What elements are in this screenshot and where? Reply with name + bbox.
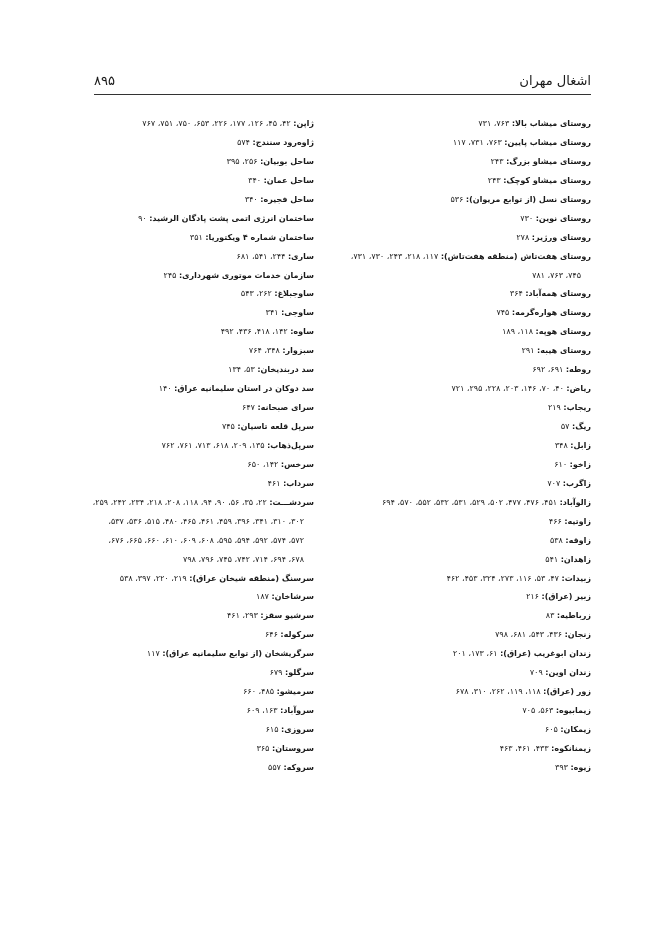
- entry-pages: ۷۴۵: [221, 422, 235, 431]
- entry-pages: ۳۶۴: [509, 289, 523, 299]
- entry-term: ژاوه‌رود سنندج:: [252, 137, 314, 147]
- entry-pages: ۵۳۶: [450, 194, 464, 204]
- index-entry: [78, 494, 314, 513]
- index-entry: [355, 740, 591, 759]
- index-entry: [355, 645, 591, 664]
- index-entry-continuation: [78, 532, 314, 551]
- entry-term: زالوآباد:: [559, 497, 591, 507]
- index-entry: [78, 418, 314, 437]
- entry-pages: ۲۴۴، ۵۴۱، ۶۸۱: [236, 251, 286, 261]
- index-entry: [78, 229, 314, 248]
- entry-term: روستای هیبه:: [537, 346, 591, 356]
- index-entry: [355, 437, 591, 456]
- entry-pages: ۷۴۵: [496, 308, 510, 318]
- index-entry: [78, 248, 314, 267]
- entry-pages: ۶۷۹: [269, 668, 283, 678]
- index-entry: [78, 172, 314, 191]
- entry-term: ساوجبلاغ:: [274, 289, 314, 299]
- entry-pages: ۴۰، ۷۰، ۱۴۶، ۲۰۳، ۲۲۸، ۲۹۵، ۷۲۱: [451, 384, 564, 394]
- entry-pages: ۳۴۰: [244, 194, 258, 204]
- index-entry: [355, 721, 591, 740]
- entry-pages: ۳۴۰: [248, 175, 262, 185]
- entry-pages: ۷۳۰: [520, 213, 534, 223]
- index-entry: [78, 115, 314, 134]
- index-entry: [355, 570, 591, 589]
- entry-term: زندان اوین:: [545, 668, 591, 678]
- entry-pages: ۶۱۵: [265, 725, 279, 734]
- entry-pages: ۶۷۸، ۶۹۴، ۷۱۴، ۷۴۲، ۷۴۵، ۷۹۶، ۷۹۸: [183, 554, 304, 564]
- entry-term: روستای هفت‌تاش (منطقه هفت‌تاش):: [440, 251, 591, 261]
- entry-pages: ۳۹۳: [555, 762, 568, 772]
- entry-term: روستای هواره‌گرمه:: [511, 308, 591, 318]
- entry-term: ساحل بوبیان:: [260, 156, 314, 166]
- entry-pages: ۱۱۸، ۱۸۹: [502, 327, 533, 337]
- index-entry: [78, 399, 314, 418]
- entry-pages: ۶۰۵: [544, 725, 558, 734]
- index-entry: [78, 588, 314, 607]
- entry-term: سرمیشو:: [276, 687, 314, 697]
- entry-pages: ۷۴۵، ۷۶۳، ۷۸۱: [532, 270, 581, 280]
- running-title: اشغال مهران: [519, 74, 591, 89]
- entry-term: سرای صبحانه:: [257, 403, 314, 413]
- entry-pages: ۴۳۳، ۴۶۱، ۴۶۳: [499, 743, 549, 753]
- index-entry: [355, 588, 591, 607]
- entry-pages: ۷۶۳، ۷۳۱: [478, 119, 510, 128]
- index-entry: [355, 551, 591, 570]
- entry-term: روستای میشاو بزرگ:: [506, 156, 591, 166]
- entry-pages: ۲۹۱: [521, 346, 535, 356]
- entry-term: روستای میشاب پایین:: [504, 137, 591, 147]
- entry-pages: ۲۲، ۳۵، ۵۶، ۹۰، ۹۴، ۱۱۸، ۲۰۸، ۲۱۸، ۲۳۴، ۲۴۲، ۲۵۹،: [92, 497, 267, 507]
- entry-term: سروآباد:: [280, 706, 314, 716]
- entry-term: ریاض:: [566, 384, 591, 394]
- entry-term: روستای هوپه:: [535, 327, 591, 337]
- entry-term: زنجان:: [564, 630, 591, 640]
- entry-term: سرداب:: [283, 478, 314, 488]
- entry-term: ژاپن:: [293, 119, 314, 128]
- entry-term: ساختمان انرژی اتمی پشت پادگان الرشید:: [149, 213, 314, 223]
- entry-pages: ۵۷۴: [237, 137, 250, 147]
- index-entry: [355, 361, 591, 380]
- index-entry: [78, 607, 314, 626]
- entry-pages: ۳۴۱: [265, 308, 279, 318]
- entry-pages: ۲۴۳: [490, 156, 504, 166]
- index-entry: [355, 513, 591, 532]
- index-entry: [355, 664, 591, 683]
- entry-pages: ۲۴۳: [487, 175, 501, 185]
- entry-pages: ۷۶۳، ۷۳۱، ۱۱۷: [452, 137, 502, 147]
- entry-term: سروکه:: [283, 762, 314, 772]
- page-header: [94, 70, 591, 95]
- entry-term: ساحل عمان:: [263, 175, 314, 185]
- index-entry: [78, 210, 314, 229]
- entry-pages: ۵۳۸: [549, 535, 563, 545]
- entry-pages: ۶۴۶: [264, 630, 278, 640]
- entry-pages: ۴۶۶: [548, 516, 562, 526]
- index-entry: [350, 248, 591, 267]
- index-entry: [355, 456, 591, 475]
- entry-term: سرگریشخان (از توابع سلیمانیه عراق):: [162, 649, 314, 659]
- entry-term: روستای نسل (از توابع مریوان):: [465, 194, 591, 204]
- index-entry: [78, 267, 314, 286]
- index-entry: [355, 191, 591, 210]
- index-entry: [355, 759, 591, 778]
- entry-term: ساختمان شماره ۴ ویکتوریا:: [205, 232, 314, 242]
- entry-term: سرپل‌ذهاب:: [267, 440, 314, 450]
- entry-term: روستای همه‌آباد:: [525, 289, 591, 299]
- entry-pages: ۶۱۰: [554, 459, 568, 469]
- entry-term: زاگرب:: [562, 478, 591, 488]
- index-entry: [355, 380, 591, 399]
- entry-pages: ۱۴۲، ۴۱۸، ۴۳۶، ۴۹۲: [220, 327, 288, 337]
- index-entry: [78, 702, 314, 721]
- entry-term: ساحل فجیره:: [260, 194, 314, 204]
- entry-term: سد دوکان در استان سلیمانیه عراق:: [174, 384, 314, 394]
- entry-term: سرکوله:: [280, 630, 314, 640]
- entry-pages: ۶۱، ۱۷۳، ۲۰۱: [452, 649, 498, 659]
- entry-pages: ۱۴۰: [158, 384, 172, 394]
- entry-term: زور (عراق):: [543, 687, 591, 697]
- entry-term: سردشـــت:: [269, 497, 314, 507]
- entry-term: ساوجی:: [281, 308, 314, 318]
- entry-term: سازمان خدمات موتوری شهرداری:: [178, 270, 314, 280]
- index-entry: [78, 134, 314, 153]
- entry-pages: ۵۷: [560, 422, 570, 431]
- index-entry: [355, 342, 591, 361]
- entry-term: زیوه:: [570, 762, 591, 772]
- entry-pages: ۶۹۱، ۶۹۲: [532, 365, 564, 375]
- entry-term: سرسنگ (منطقه شیخان عراق):: [189, 573, 314, 583]
- index-entry: [78, 191, 314, 210]
- entry-pages: ۲۹۳، ۴۶۱: [226, 611, 258, 621]
- index-entry-continuation: [78, 551, 314, 570]
- entry-pages: ۱۸۷: [256, 592, 269, 602]
- entry-term: سروزی:: [281, 725, 314, 734]
- index-entry: [78, 153, 314, 172]
- index-entry: [355, 399, 591, 418]
- index-entry: [355, 683, 591, 702]
- entry-pages: ۴۳۶، ۵۴۳، ۶۸۱، ۷۹۸: [495, 630, 563, 640]
- entry-term: سد دربندیخان:: [257, 365, 314, 375]
- entry-pages: ۵۳، ۱۳۴: [228, 365, 255, 375]
- entry-term: روستای ورژیر:: [531, 232, 591, 242]
- index-entry: [355, 607, 591, 626]
- entry-pages: ۲۷۸: [516, 232, 530, 242]
- index-entry: [78, 361, 314, 380]
- entry-pages: ۴۸۵، ۶۶۰: [243, 687, 275, 697]
- entry-term: سرشیو سقز:: [260, 611, 314, 621]
- entry-term: روستای میشاو کوچک:: [503, 175, 591, 185]
- index-entry: [355, 626, 591, 645]
- entry-pages: ۸۳: [545, 611, 555, 621]
- index-entry: [78, 456, 314, 475]
- index-entry: [78, 683, 314, 702]
- entry-pages: ۲۱۹: [547, 403, 561, 413]
- entry-term: زاخو:: [569, 459, 591, 469]
- index-entry: [78, 626, 314, 645]
- entry-term: ساوه:: [290, 327, 314, 337]
- entry-term: روطه:: [565, 365, 591, 375]
- index-entry: [355, 229, 591, 248]
- index-entry: [78, 740, 314, 759]
- entry-term: زبیر (عراق):: [541, 592, 591, 602]
- index-entry: [78, 380, 314, 399]
- entry-pages: ۲۴۵: [163, 270, 177, 280]
- entry-term: سروستان:: [272, 743, 314, 753]
- index-entry: [78, 664, 314, 683]
- index-entry: [78, 304, 314, 323]
- index-entry: [78, 342, 314, 361]
- entry-pages: ۴۲، ۴۵، ۱۲۶، ۱۷۷، ۲۲۶، ۶۵۳، ۷۵۰، ۷۵۱، ۷۶۷: [142, 119, 291, 128]
- entry-pages: ۱۶۳، ۶۰۹: [246, 706, 278, 716]
- index-column-right: [350, 115, 591, 778]
- index-entry: [78, 323, 314, 342]
- index-entry: [355, 153, 591, 172]
- entry-pages: ۱۱۷، ۲۱۸، ۲۴۳، ۷۳۰، ۷۳۱،: [350, 251, 439, 261]
- index-entry: [78, 759, 314, 778]
- page-number: ۸۹۵: [94, 74, 115, 89]
- index-entry: [78, 285, 314, 304]
- entry-term: روستای نوین:: [535, 213, 591, 223]
- entry-term: ریجاب:: [563, 403, 591, 413]
- entry-pages: ۹۰: [138, 213, 147, 223]
- index-entry: [355, 418, 591, 437]
- index-entry-continuation: [355, 267, 591, 286]
- entry-term: زابل:: [570, 440, 591, 450]
- entry-term: سبزوار:: [282, 346, 314, 356]
- index-entry: [78, 437, 314, 456]
- entry-pages: ۳۴۸، ۷۶۴: [248, 346, 280, 356]
- index-entry: [355, 285, 591, 304]
- entry-term: زاوقه:: [565, 535, 591, 545]
- entry-pages: ۱۳۵، ۲۰۹، ۶۱۸، ۷۱۳، ۷۶۱، ۷۶۲: [161, 440, 265, 450]
- index-entry: [355, 115, 591, 134]
- entry-pages: ۵۶۳، ۷۰۵: [522, 706, 554, 716]
- entry-term: زرباطیه:: [556, 611, 591, 621]
- index-entry: [78, 645, 314, 664]
- entry-term: زاوتیه:: [564, 516, 591, 526]
- entry-term: زیمکان:: [560, 725, 591, 734]
- index-entry: [355, 134, 591, 153]
- entry-pages: ۱۱۷: [146, 649, 160, 659]
- index-entry-continuation: [78, 513, 314, 532]
- entry-pages: ۱۴۲، ۶۵۰: [247, 459, 279, 469]
- entry-term: سرخس:: [280, 459, 314, 469]
- entry-pages: ۳۴۸: [554, 440, 568, 450]
- entry-pages: ۴۶۱: [267, 478, 281, 488]
- entry-term: زیمنانکوه:: [551, 743, 591, 753]
- index-entry: [355, 323, 591, 342]
- entry-term: زیمابیوه:: [555, 706, 591, 716]
- entry-term: ریگ:: [572, 422, 591, 431]
- entry-term: سرپل قلعه تاسیان:: [237, 422, 314, 431]
- index-entry: [78, 475, 314, 494]
- index-entry: [355, 702, 591, 721]
- entry-pages: ۱۱۸، ۱۱۹، ۲۶۲، ۳۱۰، ۶۷۸: [455, 687, 541, 697]
- entry-pages: ۳۵۱: [189, 232, 203, 242]
- entry-term: سرگلو:: [285, 668, 314, 678]
- entry-pages: ۲۵۶، ۳۹۵: [226, 156, 258, 166]
- entry-pages: ۲۶۲، ۵۴۳: [240, 289, 272, 299]
- entry-pages: ۲۱۹، ۲۲۰، ۳۹۷، ۵۳۸: [119, 573, 187, 583]
- entry-pages: ۵۷۲، ۵۷۴، ۵۹۲، ۵۹۴، ۵۹۵، ۶۰۸، ۶۰۹، ۶۱۰، ۶۶۰، ۶۶۵، ۶۷۶،: [108, 535, 304, 545]
- entry-pages: ۷۰۷: [547, 478, 561, 488]
- index-entry: [355, 172, 591, 191]
- entry-pages: ۳۶۵: [256, 743, 270, 753]
- entry-pages: ۶۴۷: [242, 403, 255, 413]
- entry-pages: ۷۰۹: [529, 668, 543, 678]
- index-entry: [355, 494, 591, 513]
- entry-term: سرشاخان:: [271, 592, 314, 602]
- entry-term: زاهدان:: [560, 554, 591, 564]
- index-entry: [355, 210, 591, 229]
- index-column-left: [78, 115, 314, 778]
- entry-pages: ۴۵۱، ۴۷۶، ۴۷۷، ۵۰۲، ۵۲۹، ۵۳۱، ۵۳۲، ۵۵۲، ۵۷۰، ۶۹۴: [382, 497, 558, 507]
- entry-pages: ۳۰۲، ۳۱۰، ۳۴۱، ۳۹۶، ۴۵۹، ۴۶۱، ۴۶۵، ۴۸۰، ۵۱۵، ۵۳۶، ۵۳۷،: [108, 516, 304, 526]
- entry-term: ساری:: [287, 251, 314, 261]
- entry-pages: ۵۴۱: [545, 554, 559, 564]
- index-entry: [355, 532, 591, 551]
- index-entry: [78, 721, 314, 740]
- index-entry: [78, 570, 314, 589]
- entry-pages: ۴۷، ۵۳، ۱۱۶، ۲۷۳، ۳۲۴، ۴۵۳، ۴۶۲: [446, 573, 559, 583]
- index-entry: [355, 475, 591, 494]
- entry-term: زبیدات:: [561, 573, 591, 583]
- entry-pages: ۵۵۷: [268, 762, 281, 772]
- index-entry: [355, 304, 591, 323]
- entry-term: روستای میشاب بالا:: [511, 119, 591, 128]
- entry-term: زندان ابوغریب (عراق):: [500, 649, 591, 659]
- entry-pages: ۲۱۶: [526, 592, 539, 602]
